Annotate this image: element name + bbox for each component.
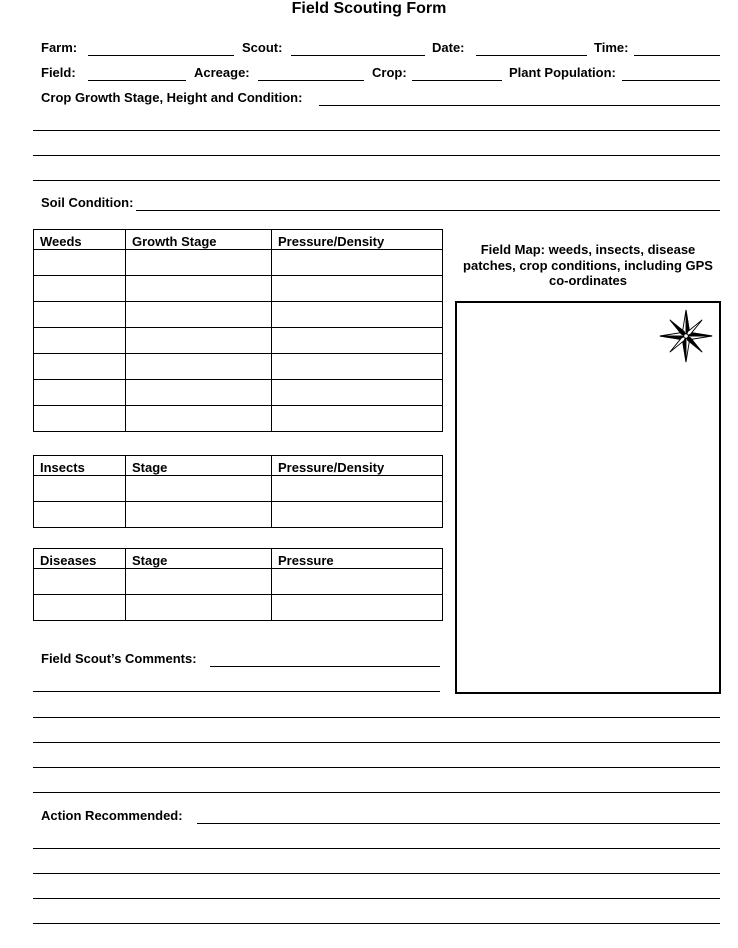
scout-label: Scout: xyxy=(242,40,283,55)
weed-cell[interactable] xyxy=(34,276,126,302)
crop-growth-line[interactable] xyxy=(33,141,720,156)
pressure-density-cell[interactable] xyxy=(272,302,443,328)
scout-field[interactable] xyxy=(291,41,425,56)
table-row xyxy=(34,380,443,406)
weed-cell[interactable] xyxy=(34,302,126,328)
stage-cell[interactable] xyxy=(126,502,272,528)
crop-growth-field[interactable] xyxy=(319,91,720,106)
diseases-table xyxy=(33,548,443,621)
crop-growth-line[interactable] xyxy=(33,166,720,181)
pressure-density-cell[interactable] xyxy=(272,380,443,406)
form-title: Field Scouting Form xyxy=(291,0,447,17)
stage-cell[interactable] xyxy=(126,476,272,502)
weed-cell[interactable] xyxy=(34,354,126,380)
crop-growth-label: Crop Growth Stage, Height and Condition: xyxy=(41,90,303,105)
growth-stage-cell[interactable] xyxy=(126,354,272,380)
crop-growth-line[interactable] xyxy=(33,116,720,131)
disease-cell[interactable] xyxy=(34,569,126,595)
action-label: Action Recommended: xyxy=(41,808,183,823)
time-label: Time: xyxy=(594,40,629,55)
stage-header: Stage xyxy=(126,456,272,476)
acreage-label: Acreage: xyxy=(194,65,250,80)
soil-condition-label: Soil Condition: xyxy=(41,195,134,210)
field-name-field[interactable] xyxy=(88,66,186,81)
growth-stage-cell[interactable] xyxy=(126,276,272,302)
disease-cell[interactable] xyxy=(34,595,126,621)
pressure-density-cell[interactable] xyxy=(272,476,443,502)
crop-label: Crop: xyxy=(372,65,407,80)
soil-condition-field[interactable] xyxy=(136,196,720,211)
action-line[interactable] xyxy=(33,859,720,874)
table-row xyxy=(34,569,443,595)
table-row xyxy=(34,250,443,276)
weed-cell[interactable] xyxy=(34,250,126,276)
insect-cell[interactable] xyxy=(34,502,126,528)
plant-population-label: Plant Population: xyxy=(509,65,616,80)
comments-label: Field Scout’s Comments: xyxy=(41,651,197,666)
field-map-box[interactable] xyxy=(455,301,721,694)
table-row xyxy=(34,354,443,380)
farm-label: Farm: xyxy=(41,40,78,55)
table-row xyxy=(34,276,443,302)
growth-stage-cell[interactable] xyxy=(126,302,272,328)
crop-field[interactable] xyxy=(412,66,502,81)
action-line[interactable] xyxy=(33,884,720,899)
comments-line[interactable] xyxy=(33,728,720,743)
pressure-cell[interactable] xyxy=(272,569,443,595)
weed-cell[interactable] xyxy=(34,380,126,406)
pressure-density-cell[interactable] xyxy=(272,276,443,302)
pressure-header: Pressure xyxy=(272,549,443,569)
comments-line[interactable] xyxy=(33,753,720,768)
field-label: Field: xyxy=(41,65,76,80)
table-row xyxy=(34,406,443,432)
table-row xyxy=(34,302,443,328)
growth-stage-cell[interactable] xyxy=(126,250,272,276)
farm-field[interactable] xyxy=(88,41,234,56)
insects-header: Insects xyxy=(34,456,126,476)
pressure-cell[interactable] xyxy=(272,595,443,621)
stage-cell[interactable] xyxy=(126,595,272,621)
action-field[interactable] xyxy=(197,809,720,824)
diseases-header: Diseases xyxy=(34,549,126,569)
action-line[interactable] xyxy=(33,909,720,924)
compass-rose-icon xyxy=(659,309,713,363)
comments-line[interactable] xyxy=(33,703,720,718)
table-row xyxy=(34,476,443,502)
insects-table xyxy=(33,455,443,528)
weed-cell[interactable] xyxy=(34,406,126,432)
pressure-density-cell[interactable] xyxy=(272,250,443,276)
field-map-caption: Field Map: weeds, insects, disease patches, crop conditions, including GPS co-ordinates xyxy=(463,242,713,288)
table-row xyxy=(34,595,443,621)
growth-stage-header: Growth Stage xyxy=(126,230,272,250)
date-label: Date: xyxy=(432,40,465,55)
growth-stage-cell[interactable] xyxy=(126,380,272,406)
pressure-density-cell[interactable] xyxy=(272,328,443,354)
acreage-field[interactable] xyxy=(258,66,364,81)
date-field[interactable] xyxy=(476,41,587,56)
pressure-density-header: Pressure/Density xyxy=(272,230,443,250)
weeds-header: Weeds xyxy=(34,230,126,250)
stage-cell[interactable] xyxy=(126,569,272,595)
weeds-table xyxy=(33,229,443,432)
time-field[interactable] xyxy=(634,41,720,56)
action-line[interactable] xyxy=(33,834,720,849)
weed-cell[interactable] xyxy=(34,328,126,354)
plant-population-field[interactable] xyxy=(622,66,720,81)
comments-line[interactable] xyxy=(33,778,720,793)
pressure-density-cell[interactable] xyxy=(272,502,443,528)
table-row xyxy=(34,502,443,528)
insect-cell[interactable] xyxy=(34,476,126,502)
pressure-density-cell[interactable] xyxy=(272,406,443,432)
stage-header: Stage xyxy=(126,549,272,569)
growth-stage-cell[interactable] xyxy=(126,406,272,432)
comments-line[interactable] xyxy=(33,677,440,692)
pressure-density-header: Pressure/Density xyxy=(272,456,443,476)
growth-stage-cell[interactable] xyxy=(126,328,272,354)
table-row xyxy=(34,328,443,354)
pressure-density-cell[interactable] xyxy=(272,354,443,380)
comments-field[interactable] xyxy=(210,652,440,667)
